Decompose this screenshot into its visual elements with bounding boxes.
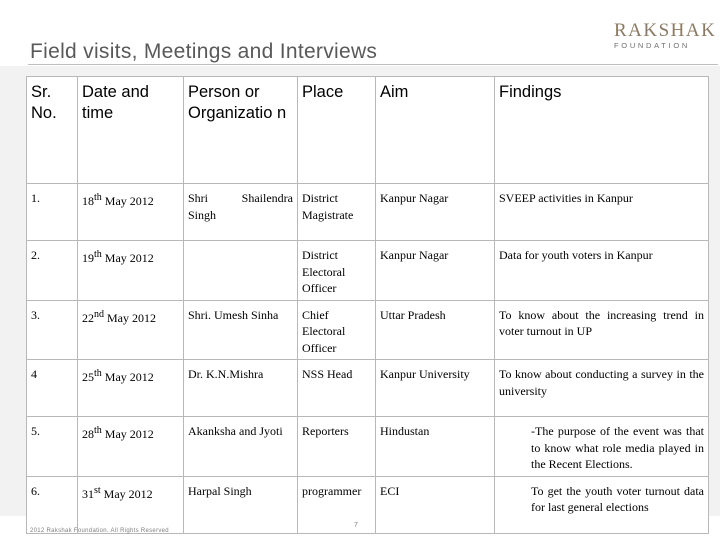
date-day: 25 — [82, 370, 94, 384]
date-day: 19 — [82, 251, 94, 265]
date-rest: May 2012 — [100, 486, 153, 501]
table-row — [27, 417, 709, 477]
title-divider — [28, 64, 718, 65]
cell-date — [78, 417, 184, 477]
date-rest: May 2012 — [104, 310, 156, 325]
cell-aim: ECI — [376, 476, 495, 533]
cell-aim: Hindustan — [376, 417, 495, 477]
cell-place: programmer — [298, 476, 376, 533]
cell-sr-no: 6. — [27, 476, 78, 533]
cell-sr-no: 4 — [27, 360, 78, 417]
date-day: 28 — [82, 427, 94, 441]
cell-place: NSS Head — [298, 360, 376, 417]
cell-aim: Kanpur Nagar — [376, 241, 495, 301]
column-header-sr-no: Sr. No. — [27, 77, 78, 184]
date-rest: May 2012 — [101, 194, 154, 208]
page-title: Field visits, Meetings and Interviews — [30, 40, 378, 63]
cell-sr-no: 3. — [27, 300, 78, 360]
cell-person: Shri Shailendra Singh — [184, 184, 298, 241]
background-band-top — [0, 66, 720, 76]
column-header-date: Date and time — [78, 77, 184, 184]
cell-date — [78, 476, 184, 533]
cell-date — [78, 241, 184, 301]
table-row — [27, 241, 709, 301]
background-band-right — [708, 66, 720, 516]
background-band-left — [0, 66, 26, 516]
date-day: 31 — [82, 486, 94, 501]
footer-copyright: 2012 Rakshak Foundation. All Rights Reserved — [30, 528, 169, 534]
cell-sr-no: 1. — [27, 184, 78, 241]
date-suffix: th — [94, 425, 102, 436]
cell-place: District Magistrate — [298, 184, 376, 241]
date-rest: May 2012 — [101, 370, 154, 384]
date-suffix: th — [94, 192, 102, 203]
date-suffix: th — [94, 249, 102, 260]
cell-findings: SVEEP activities in Kanpur — [495, 184, 709, 241]
cell-person — [184, 241, 298, 301]
cell-aim: Uttar Pradesh — [376, 300, 495, 360]
logo-subtitle: FOUNDATION — [614, 41, 691, 50]
date-day: 18 — [82, 194, 94, 208]
column-header-person: Person or Organizatio n — [184, 77, 298, 184]
cell-aim: Kanpur Nagar — [376, 184, 495, 241]
cell-person: Harpal Singh — [184, 476, 298, 533]
cell-aim: Kanpur University — [376, 360, 495, 417]
cell-date — [78, 184, 184, 241]
cell-sr-no: 5. — [27, 417, 78, 477]
cell-place: Chief Electoral Officer — [298, 300, 376, 360]
cell-person: Dr. K.N.Mishra — [184, 360, 298, 417]
cell-findings: -The purpose of the event was that to know what role media played in the Recent Elections. — [495, 417, 709, 477]
cell-date — [78, 360, 184, 417]
column-header-place: Place — [298, 77, 376, 184]
date-suffix: th — [94, 368, 102, 379]
cell-sr-no: 2. — [27, 241, 78, 301]
column-header-aim: Aim — [376, 77, 495, 184]
cell-findings: To get the youth voter turnout data for last general elections — [495, 476, 709, 533]
rakshak-foundation-logo — [608, 20, 717, 50]
date-suffix: nd — [94, 308, 104, 320]
cell-person: Shri. Umesh Sinha — [184, 300, 298, 360]
table-row — [27, 184, 709, 241]
table-row — [27, 360, 709, 417]
date-rest: May 2012 — [101, 251, 154, 265]
cell-person: Akanksha and Jyoti — [184, 417, 298, 477]
table-row — [27, 476, 709, 533]
table-row — [27, 300, 709, 360]
cell-place: District Electoral Officer — [298, 241, 376, 301]
cell-findings: To know about the increasing trend in voter turnout in UP — [495, 300, 709, 360]
table-header-row — [27, 77, 709, 184]
field-visits-table — [26, 76, 709, 534]
cell-place: Reporters — [298, 417, 376, 477]
date-suffix: st — [94, 484, 101, 496]
cell-date — [78, 300, 184, 360]
date-day: 22 — [82, 310, 94, 325]
column-header-findings: Findings — [495, 77, 709, 184]
date-rest: May 2012 — [101, 427, 154, 441]
cell-findings: To know about conducting a survey in the university — [495, 360, 709, 417]
page-number: 7 — [354, 522, 358, 529]
logo-wordmark: RAKSHAK — [614, 20, 717, 41]
cell-findings: Data for youth voters in Kanpur — [495, 241, 709, 301]
